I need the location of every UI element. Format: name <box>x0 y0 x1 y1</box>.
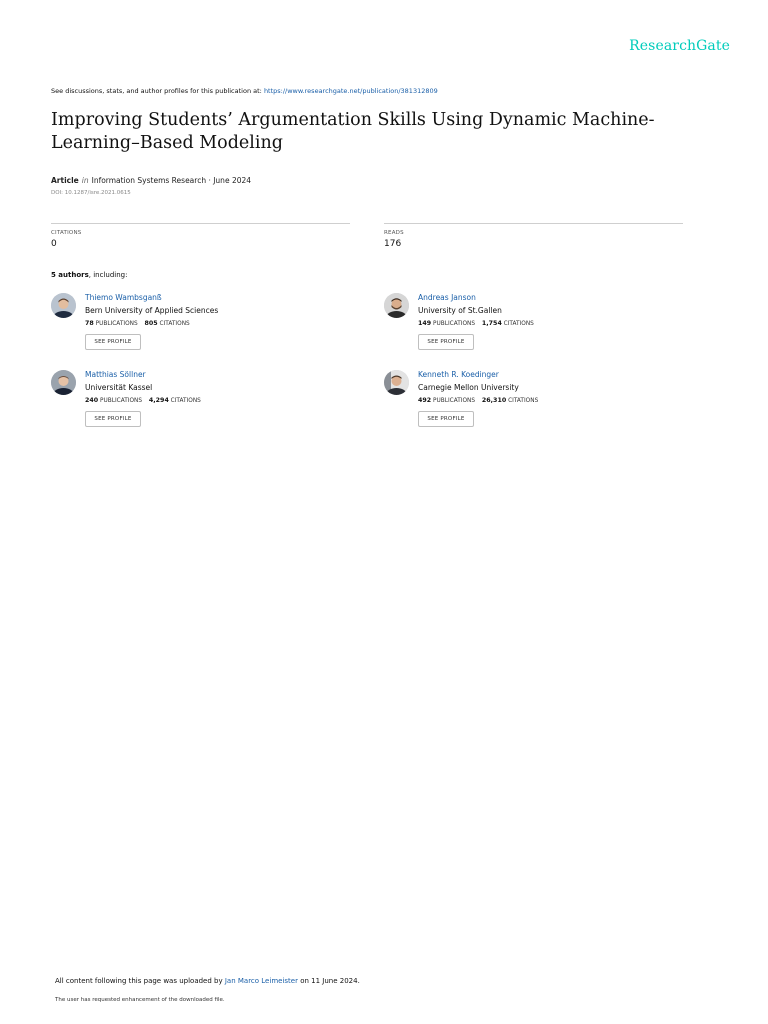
publication-venue: Information Systems Research · June 2024 <box>91 176 252 185</box>
publication-meta <box>51 176 251 185</box>
authors-count: 5 authors <box>51 271 89 279</box>
reads-value: 176 <box>384 239 402 249</box>
citations-label: CITATIONS <box>159 321 190 327</box>
reads-divider <box>384 223 683 224</box>
authors-header <box>51 271 127 279</box>
author-card <box>51 293 351 363</box>
author-publications-count: 492 <box>418 397 432 404</box>
author-card <box>384 370 684 440</box>
publications-label: PUBLICATIONS <box>433 321 476 327</box>
researchgate-logo[interactable]: ResearchGate <box>629 38 730 54</box>
author-avatar[interactable] <box>384 293 409 318</box>
authors-suffix: , including: <box>88 271 128 279</box>
author-avatar[interactable] <box>384 370 409 395</box>
author-citations-count: 26,310 <box>481 397 507 404</box>
see-profile-button[interactable]: SEE PROFILE <box>418 411 474 427</box>
publication-title: Improving Students’ Argumentation Skills Using Dynamic Machine-Learning–Based Modeling <box>51 110 655 153</box>
author-name[interactable]: Matthias Söllner <box>85 370 146 379</box>
author-citations-count: 4,294 <box>148 397 169 404</box>
citations-label: CITATIONS <box>51 230 82 236</box>
upload-suffix: on 11 June 2024. <box>300 977 360 985</box>
author-avatar[interactable] <box>51 370 76 395</box>
see-profile-button[interactable]: SEE PROFILE <box>85 334 141 350</box>
author-name[interactable]: Thiemo Wambsganß <box>85 293 162 302</box>
enhancement-notice: The user has requested enhancement of the downloaded file. <box>55 997 225 1003</box>
reads-label: READS <box>384 230 404 236</box>
publication-link[interactable]: https://www.researchgate.net/publication/381312809 <box>263 87 438 95</box>
author-institution: Carnegie Mellon University <box>418 383 519 392</box>
see-profile-button[interactable]: SEE PROFILE <box>85 411 141 427</box>
author-card <box>51 370 351 440</box>
discussion-text: See discussions, stats, and author profiles for this publication at: <box>51 87 262 95</box>
author-publications-count: 149 <box>418 320 432 327</box>
author-stats <box>85 397 206 404</box>
see-profile-button[interactable]: SEE PROFILE <box>418 334 474 350</box>
upload-notice <box>55 977 360 985</box>
author-stats <box>418 320 539 327</box>
author-publications-count: 240 <box>85 397 99 404</box>
author-institution: Bern University of Applied Sciences <box>85 306 219 315</box>
publications-label: PUBLICATIONS <box>95 321 138 327</box>
uploader-link[interactable]: Jan Marco Leimeister <box>224 977 298 985</box>
author-citations-count: 1,754 <box>481 320 502 327</box>
publications-label: PUBLICATIONS <box>433 398 476 404</box>
author-name[interactable]: Kenneth R. Koedinger <box>418 370 499 379</box>
meta-in-label: in <box>81 176 89 185</box>
citations-label: CITATIONS <box>508 398 539 404</box>
author-citations-count: 805 <box>144 320 158 327</box>
author-card <box>384 293 684 363</box>
upload-prefix: All content following this page was uploaded by <box>55 977 223 985</box>
citations-label: CITATIONS <box>170 398 201 404</box>
author-name[interactable]: Andreas Janson <box>418 293 476 302</box>
author-stats <box>418 397 543 404</box>
citations-divider <box>51 223 350 224</box>
author-publications-count: 78 <box>85 320 94 327</box>
author-institution: University of St.Gallen <box>418 306 502 315</box>
author-institution: Universität Kassel <box>85 383 153 392</box>
citations-value: 0 <box>51 239 57 249</box>
author-avatar[interactable] <box>51 293 76 318</box>
citations-label: CITATIONS <box>503 321 534 327</box>
author-stats <box>85 320 195 327</box>
discussion-line <box>51 87 438 95</box>
publications-label: PUBLICATIONS <box>100 398 143 404</box>
publication-type: Article <box>51 176 79 185</box>
publication-doi: DOI: 10.1287/isre.2021.0615 <box>51 190 131 196</box>
